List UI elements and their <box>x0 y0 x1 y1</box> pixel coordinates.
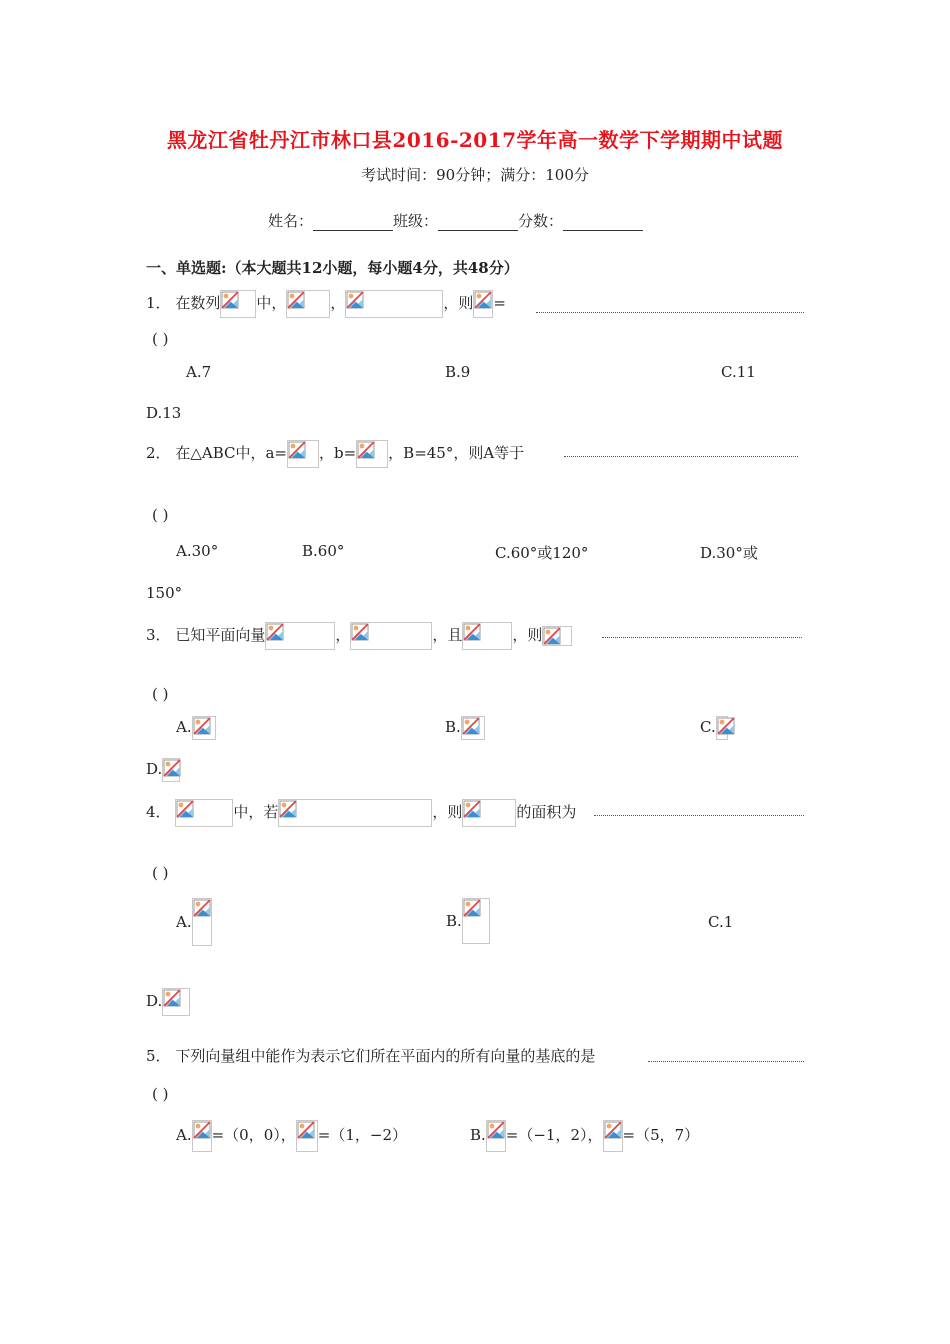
option-d: D.30°或 <box>700 544 758 562</box>
broken-image-icon <box>350 622 432 650</box>
option-b: B. =（−1，2）， =（5，7） <box>470 1120 699 1152</box>
question-text: 中，若 <box>233 803 279 821</box>
page-title: 黑龙江省牡丹江市林口县2016-2017学年高一数学下学期期中试题 <box>166 128 784 152</box>
answer-paren: ( ) <box>152 506 169 524</box>
question-5 <box>146 1045 595 1066</box>
broken-image-icon <box>461 716 485 740</box>
question-text: 已知平面向量 <box>175 626 266 644</box>
broken-image-icon <box>265 622 335 650</box>
section-title: 一、单选题:（本大题共12小题，每小题4分，共48分） <box>146 259 519 277</box>
score-label: 分数： <box>518 212 564 230</box>
question-text: ，则 <box>443 294 474 312</box>
broken-image-icon <box>192 1120 212 1152</box>
exam-info: 考试时间：90分钟；满分：100分 <box>361 166 589 184</box>
option-d: D. <box>146 758 180 782</box>
broken-image-icon <box>296 1120 318 1152</box>
question-text: ，b= <box>319 444 357 462</box>
answer-dotted-line <box>648 1061 804 1062</box>
class-label: 班级： <box>393 212 439 230</box>
question-1 <box>146 290 506 318</box>
answer-paren: ( ) <box>152 864 169 882</box>
option-c: C.60°或120° <box>495 544 589 562</box>
broken-image-icon <box>345 290 443 318</box>
option-b: B.9 <box>445 363 471 381</box>
option-a: A.7 <box>186 363 212 381</box>
answer-paren: ( ) <box>152 685 169 703</box>
question-text: ， <box>335 626 351 644</box>
broken-image-icon <box>473 290 493 318</box>
broken-image-icon <box>356 440 388 468</box>
broken-image-icon <box>278 799 432 827</box>
question-2 <box>146 440 524 468</box>
question-3 <box>146 622 572 650</box>
broken-image-icon <box>542 626 572 646</box>
broken-image-icon <box>462 898 490 944</box>
question-text: ，且 <box>432 626 463 644</box>
question-text: ，则 <box>512 626 543 644</box>
option-a: A.30° <box>176 542 219 560</box>
broken-image-icon <box>192 898 212 946</box>
broken-image-icon <box>220 290 256 318</box>
answer-dotted-line <box>602 637 802 638</box>
option-b: B. <box>446 898 490 944</box>
question-text: 在数列 <box>175 294 221 312</box>
option-c: C. <box>700 716 728 740</box>
broken-image-icon <box>286 290 330 318</box>
broken-image-icon <box>162 988 190 1016</box>
question-number: 1． <box>146 294 171 312</box>
broken-image-icon <box>175 799 233 827</box>
answer-dotted-line <box>536 312 804 313</box>
answer-dotted-line <box>594 815 804 816</box>
question-number: 5． <box>146 1047 171 1065</box>
answer-paren: ( ) <box>152 330 169 348</box>
option-b: B.60° <box>302 542 345 560</box>
option-a: A. =（0，0）， =（1，−2） <box>176 1120 407 1152</box>
question-text: ，B=45°，则A等于 <box>388 444 525 462</box>
broken-image-icon <box>192 716 216 740</box>
option-d: D. <box>146 988 190 1016</box>
broken-image-icon <box>162 758 180 782</box>
name-blank <box>313 214 393 231</box>
broken-image-icon <box>716 716 728 740</box>
answer-paren: ( ) <box>152 1085 169 1103</box>
question-text: ， <box>330 294 346 312</box>
option-a: A. <box>176 898 212 946</box>
option-c: C.1 <box>708 913 734 931</box>
option-d-continued: 150° <box>146 584 183 602</box>
student-info-row <box>268 210 643 231</box>
broken-image-icon <box>486 1120 506 1152</box>
broken-image-icon <box>462 622 512 650</box>
question-text: ，则 <box>432 803 463 821</box>
question-number: 4． <box>146 803 171 821</box>
question-text: 中， <box>256 294 287 312</box>
question-4 <box>146 799 576 827</box>
question-text: 在△ABC中，a= <box>175 444 287 462</box>
option-b: B. <box>445 716 485 740</box>
option-c: C.11 <box>721 363 756 381</box>
score-blank <box>563 214 643 231</box>
broken-image-icon <box>603 1120 623 1152</box>
question-number: 3． <box>146 626 171 644</box>
question-text: 下列向量组中能作为表示它们所在平面内的所有向量的基底的是 <box>175 1047 596 1065</box>
broken-image-icon <box>287 440 319 468</box>
question-number: 2． <box>146 444 171 462</box>
question-text: = <box>493 294 506 312</box>
option-a: A. <box>176 716 216 740</box>
question-text: 的面积为 <box>516 803 577 821</box>
broken-image-icon <box>462 799 516 827</box>
class-blank <box>438 214 518 231</box>
name-label: 姓名： <box>268 212 314 230</box>
option-d: D.13 <box>146 404 182 422</box>
answer-dotted-line <box>564 456 798 457</box>
